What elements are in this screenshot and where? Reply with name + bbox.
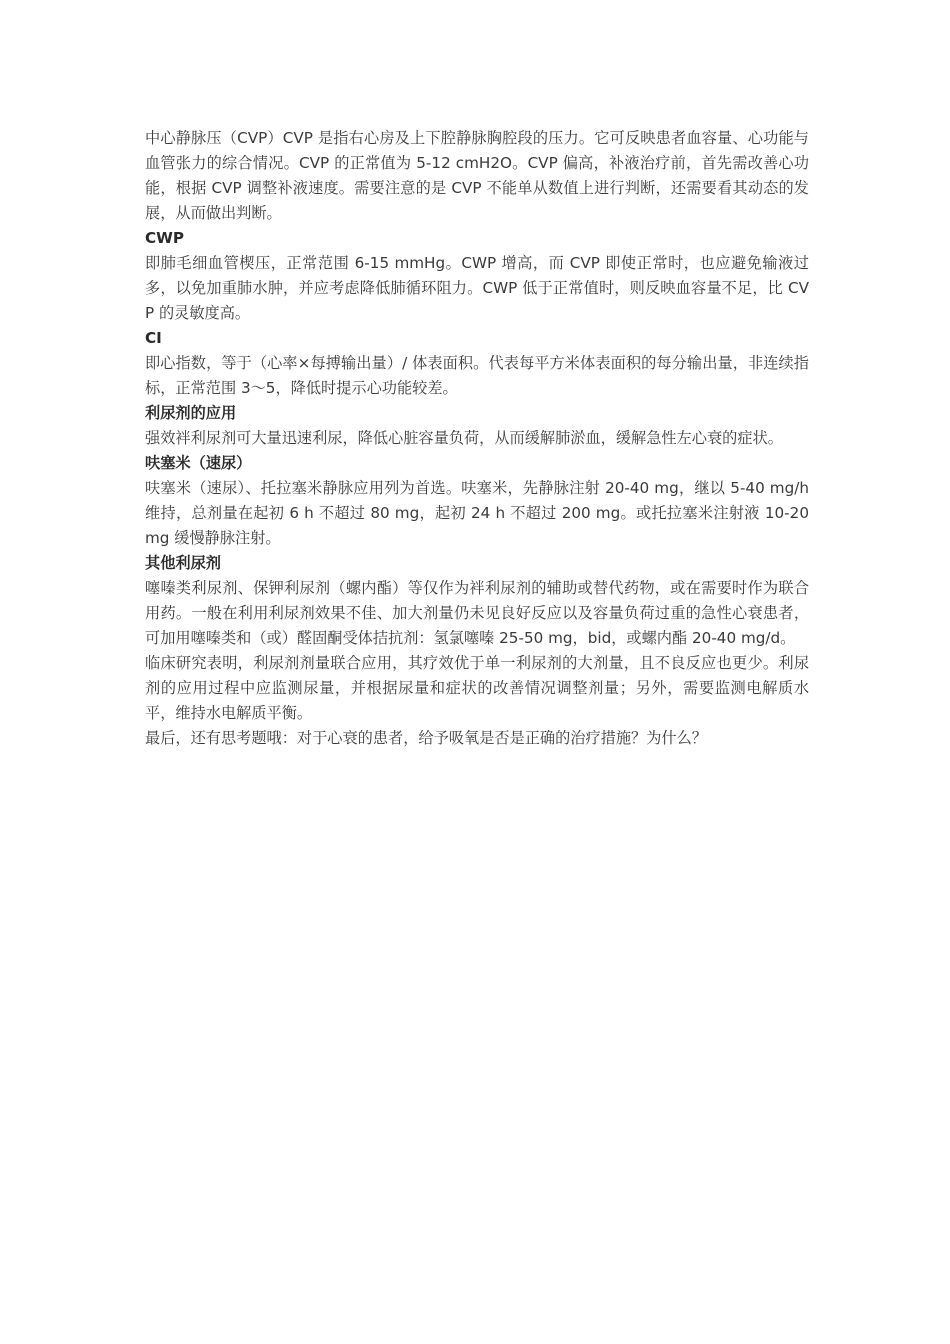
paragraph-cwp: 即肺毛细血管楔压，正常范围 6-15 mmHg。CWP 增高，而 CVP 即使正常时，也应避免输液过多，以免加重肺水肿，并应考虑降低肺循环阻力。CWP 低于正常值时，则反映血容量不足，比 CVP 的灵敏度高。 bbox=[145, 254, 809, 322]
paragraph-diuretics: 强效袢利尿剂可大量迅速利尿，降低心脏容量负荷，从而缓解肺淤血，缓解急性左心衰的症状。 bbox=[145, 429, 783, 447]
heading-cwp: CWP bbox=[145, 229, 185, 247]
heading-other-diuretics: 其他利尿剂 bbox=[145, 554, 221, 572]
heading-furosemide: 呋塞米（速尿） bbox=[145, 454, 252, 472]
paragraph-cvp: 中心静脉压（CVP）CVP 是指右心房及上下腔静脉胸腔段的压力。它可反映患者血容量、心功能与血管张力的综合情况。CVP 的正常值为 5-12 cmH2O。CVP 偏高，补液治疗前，首先需改善心功能，根据 CVP 调整补液速度。需要注意的是 CVP 不能单从数值上进行判断，还需要看其动态的发展，从而做出判断。 bbox=[145, 129, 809, 222]
paragraph-clinical-research: 临床研究表明，利尿剂剂量联合应用，其疗效优于单一利尿剂的大剂量，且不良反应也更少。利尿剂的应用过程中应监测尿量，并根据尿量和症状的改善情况调整剂量；另外，需要监测电解质水平，维持水电解质平衡。 bbox=[145, 654, 809, 722]
heading-diuretics: 利尿剂的应用 bbox=[145, 404, 237, 422]
document-body bbox=[145, 126, 809, 751]
paragraph-other-diuretics: 噻嗪类利尿剂、保钾利尿剂（螺内酯）等仅作为袢利尿剂的辅助或替代药物，或在需要时作为联合用药。一般在利用利尿剂效果不佳、加大剂量仍未见良好反应以及容量负荷过重的急性心衰患者，可加用噻嗪类和（或）醛固酮受体拮抗剂：氢氯噻嗪 25-50 mg，bid，或螺内酯 20-40 mg/d。 bbox=[145, 579, 809, 647]
paragraph-question: 最后，还有思考题哦：对于心衰的患者，给予吸氧是否是正确的治疗措施？为什么？ bbox=[145, 729, 707, 747]
heading-ci: CI bbox=[145, 329, 162, 347]
paragraph-furosemide: 呋塞米（速尿）、托拉塞米静脉应用列为首选。呋塞米，先静脉注射 20-40 mg，继以 5-40 mg/h 维持，总剂量在起初 6 h 不超过 80 mg，起初 24 h 不超过 200 mg。或托拉塞米注射液 10-20 mg 缓慢静脉注射。 bbox=[145, 479, 809, 547]
paragraph-ci: 即心指数，等于（心率×每搏输出量）/ 体表面积。代表每平方米体表面积的每分输出量，非连续指标，正常范围 3～5，降低时提示心功能较差。 bbox=[145, 354, 809, 397]
